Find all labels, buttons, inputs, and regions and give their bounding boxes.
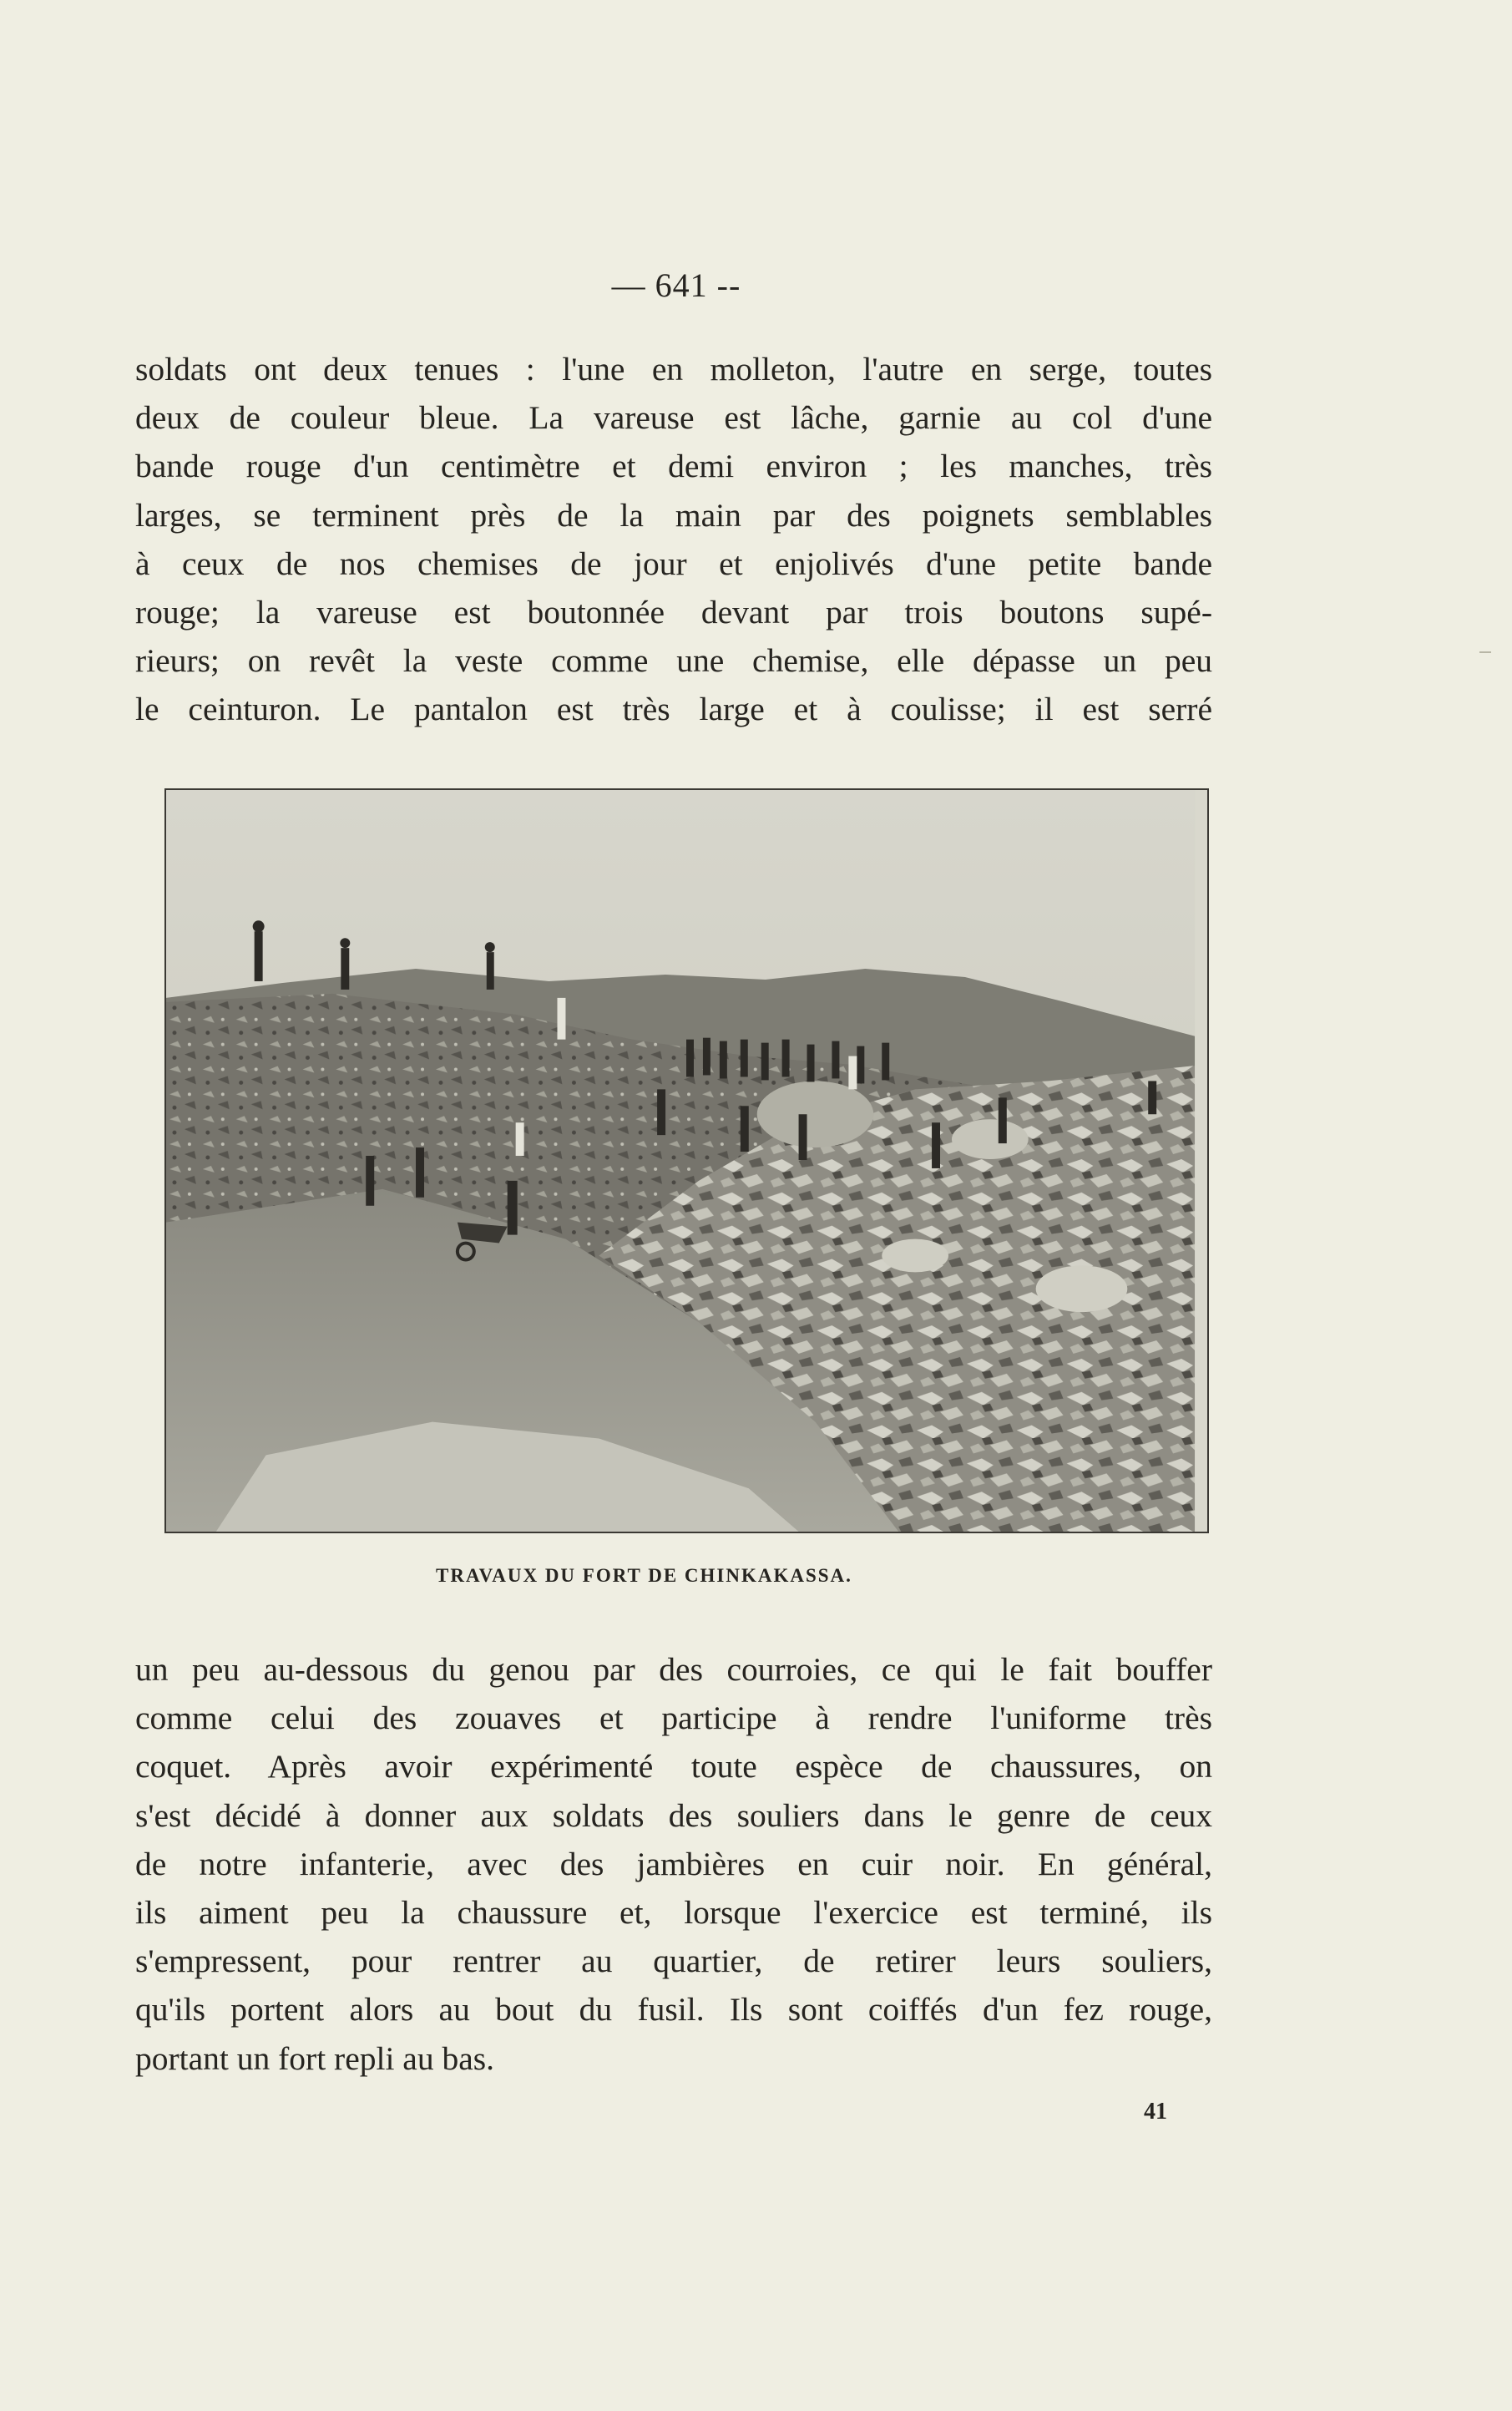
- quarry-photograph: [164, 788, 1209, 1533]
- signature-mark: 41: [1144, 2099, 1167, 2125]
- text-line: le ceinturon. Le pantalon est très large et à coulisse; il est serré: [135, 691, 1212, 728]
- text-line: rieurs; on revêt la veste comme une chemise, elle dépasse un peu: [135, 642, 1212, 680]
- text-line: soldats ont deux tenues : l'une en molleton, l'autre en serge, toutes: [135, 351, 1212, 387]
- figure-caption: TRAVAUX DU FORT DE CHINKAKASSA.: [436, 1565, 852, 1586]
- quarry-photo-illustration: [166, 790, 1207, 1532]
- text-line: à ceux de nos chemises de jour et enjolivés d'une petite bande: [135, 545, 1212, 582]
- margin-mark: [1479, 651, 1491, 653]
- text-line: comme celui des zouaves et participe à rendre l'uniforme très: [135, 1699, 1212, 1737]
- text-line: rouge; la vareuse est boutonnée devant par trois boutons supé-: [135, 593, 1212, 631]
- text-line: portant un fort repli au bas.: [135, 2039, 494, 2077]
- text-line: bande rouge d'un centimètre et demi environ ; les manches, très: [135, 448, 1212, 485]
- text-line: larges, se terminent près de la main par des poignets semblables: [135, 496, 1212, 534]
- paragraph-bottom: [135, 1645, 1212, 2083]
- text-line: de notre infanterie, avec des jambières en cuir noir. En général,: [135, 1845, 1212, 1882]
- text-line: deux de couleur bleue. La vareuse est lâche, garnie au col d'une: [135, 399, 1212, 437]
- text-line: ils aiment peu la chaussure et, lorsque l'exercice est terminé, ils: [135, 1893, 1212, 1931]
- text-line: coquet. Après avoir expérimenté toute espèce de chaussures, on: [135, 1748, 1212, 1785]
- text-line: s'est décidé à donner aux soldats des souliers dans le genre de ceux: [135, 1796, 1212, 1834]
- text-line: un peu au-dessous du genou par des courroies, ce qui le fait bouffer: [135, 1651, 1212, 1688]
- text-line: qu'ils portent alors au bout du fusil. Ils sont coiffés d'un fez rouge,: [135, 1991, 1212, 2029]
- page-number: — 641 --: [611, 266, 741, 304]
- paragraph-top: [135, 345, 1212, 734]
- text-line: s'empressent, pour rentrer au quartier, de retirer leurs souliers,: [135, 1942, 1212, 1980]
